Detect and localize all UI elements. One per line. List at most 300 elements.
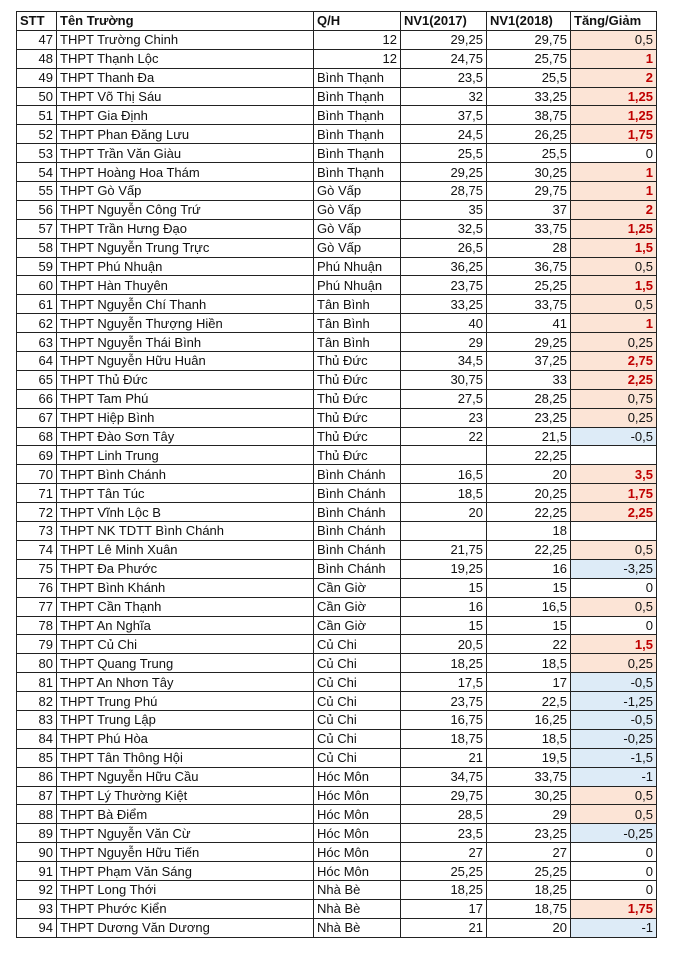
district-cell: Tân Bình (314, 295, 401, 314)
district-cell: Bình Chánh (314, 522, 401, 541)
nv1-2017-cell: 24,75 (401, 49, 487, 68)
district-cell: Hóc Môn (314, 862, 401, 881)
stt-cell: 93 (17, 899, 57, 918)
nv1-2017-cell (401, 522, 487, 541)
district-cell: Củ Chi (314, 710, 401, 729)
nv1-2018-cell: 36,75 (487, 257, 571, 276)
change-cell: -0,5 (571, 673, 657, 692)
district-cell: Hóc Môn (314, 767, 401, 786)
nv1-2017-cell: 34,5 (401, 352, 487, 371)
district-cell: Bình Chánh (314, 540, 401, 559)
change-cell: 1,5 (571, 238, 657, 257)
stt-cell: 59 (17, 257, 57, 276)
school-name-cell: THPT Nguyễn Hữu Tiến (57, 843, 314, 862)
district-cell: Thủ Đức (314, 389, 401, 408)
stt-cell: 52 (17, 125, 57, 144)
school-name-cell: THPT Đa Phước (57, 559, 314, 578)
district-cell: Bình Chánh (314, 559, 401, 578)
table-row (17, 559, 657, 578)
stt-cell: 71 (17, 484, 57, 503)
change-cell: 2 (571, 200, 657, 219)
change-cell: 0,5 (571, 786, 657, 805)
stt-cell: 50 (17, 87, 57, 106)
change-cell: 0 (571, 616, 657, 635)
nv1-2017-cell: 27 (401, 843, 487, 862)
nv1-2018-cell: 17 (487, 673, 571, 692)
nv1-2018-cell: 25,25 (487, 276, 571, 295)
change-cell: 1,75 (571, 125, 657, 144)
school-name-cell: THPT Trung Phú (57, 692, 314, 711)
table-row (17, 465, 657, 484)
nv1-2018-cell: 18,5 (487, 654, 571, 673)
table-row (17, 578, 657, 597)
table-row (17, 786, 657, 805)
nv1-2018-cell: 29,75 (487, 182, 571, 201)
table-row (17, 824, 657, 843)
district-cell: Cần Giờ (314, 578, 401, 597)
table-row (17, 144, 657, 163)
nv1-2017-cell: 15 (401, 578, 487, 597)
district-cell: Tân Bình (314, 333, 401, 352)
school-name-cell: THPT Linh Trung (57, 446, 314, 465)
district-cell: Bình Chánh (314, 503, 401, 522)
table-row (17, 446, 657, 465)
table-row (17, 710, 657, 729)
school-name-cell: THPT Phạm Văn Sáng (57, 862, 314, 881)
school-name-cell: THPT Nguyễn Hữu Huân (57, 352, 314, 371)
nv1-2017-cell: 21,75 (401, 540, 487, 559)
school-name-cell: THPT Bình Khánh (57, 578, 314, 597)
change-cell: -1,5 (571, 748, 657, 767)
nv1-2017-cell: 23 (401, 408, 487, 427)
nv1-2018-cell: 16,25 (487, 710, 571, 729)
stt-cell: 81 (17, 673, 57, 692)
school-name-cell: THPT An Nhơn Tây (57, 673, 314, 692)
stt-cell: 82 (17, 692, 57, 711)
district-cell: Bình Thạnh (314, 144, 401, 163)
change-cell: 1,5 (571, 276, 657, 295)
change-cell: 0,5 (571, 257, 657, 276)
table-row (17, 729, 657, 748)
district-cell: Củ Chi (314, 673, 401, 692)
nv1-2018-cell: 41 (487, 314, 571, 333)
header-nv1-2017: NV1(2017) (401, 12, 487, 31)
district-cell: Thủ Đức (314, 352, 401, 371)
school-name-cell: THPT Tam Phú (57, 389, 314, 408)
stt-cell: 92 (17, 880, 57, 899)
nv1-2017-cell: 32 (401, 87, 487, 106)
stt-cell: 61 (17, 295, 57, 314)
school-name-cell: THPT Trần Văn Giàu (57, 144, 314, 163)
change-cell: 1,75 (571, 899, 657, 918)
district-cell: Gò Vấp (314, 200, 401, 219)
school-name-cell: THPT Nguyễn Công Trứ (57, 200, 314, 219)
stt-cell: 51 (17, 106, 57, 125)
table-row (17, 748, 657, 767)
table-row (17, 522, 657, 541)
school-name-cell: THPT Củ Chi (57, 635, 314, 654)
change-cell: 1 (571, 314, 657, 333)
district-cell: Củ Chi (314, 654, 401, 673)
change-cell: 0,5 (571, 295, 657, 314)
nv1-2018-cell: 37 (487, 200, 571, 219)
stt-cell: 90 (17, 843, 57, 862)
nv1-2018-cell: 22,25 (487, 503, 571, 522)
district-cell: Tân Bình (314, 314, 401, 333)
header-district: Q/H (314, 12, 401, 31)
nv1-2017-cell: 29,25 (401, 163, 487, 182)
stt-cell: 55 (17, 182, 57, 201)
nv1-2017-cell: 16,75 (401, 710, 487, 729)
stt-cell: 65 (17, 370, 57, 389)
nv1-2018-cell: 29,25 (487, 333, 571, 352)
table-row (17, 635, 657, 654)
nv1-2017-cell: 23,5 (401, 824, 487, 843)
nv1-2018-cell: 33,75 (487, 767, 571, 786)
stt-cell: 47 (17, 30, 57, 49)
district-cell: Thủ Đức (314, 370, 401, 389)
table-row (17, 30, 657, 49)
change-cell: 2,25 (571, 370, 657, 389)
change-cell: 0 (571, 843, 657, 862)
nv1-2018-cell: 20 (487, 918, 571, 937)
table-row (17, 805, 657, 824)
change-cell: 0,5 (571, 540, 657, 559)
nv1-2018-cell: 20 (487, 465, 571, 484)
table-row (17, 87, 657, 106)
school-name-cell: THPT Dương Văn Dương (57, 918, 314, 937)
school-name-cell: THPT Nguyễn Văn Cừ (57, 824, 314, 843)
district-cell: Phú Nhuận (314, 257, 401, 276)
school-name-cell: THPT Bà Điểm (57, 805, 314, 824)
district-cell: Bình Thạnh (314, 87, 401, 106)
district-cell: Bình Thạnh (314, 163, 401, 182)
nv1-2018-cell: 16,5 (487, 597, 571, 616)
school-name-cell: THPT Phước Kiển (57, 899, 314, 918)
table-row (17, 370, 657, 389)
nv1-2017-cell: 34,75 (401, 767, 487, 786)
school-name-cell: THPT Nguyễn Hữu Cầu (57, 767, 314, 786)
nv1-2018-cell: 18,25 (487, 880, 571, 899)
stt-cell: 57 (17, 219, 57, 238)
table-row (17, 238, 657, 257)
district-cell: Gò Vấp (314, 182, 401, 201)
district-cell: Thủ Đức (314, 408, 401, 427)
nv1-2018-cell: 27 (487, 843, 571, 862)
nv1-2018-cell: 33,75 (487, 295, 571, 314)
nv1-2017-cell: 37,5 (401, 106, 487, 125)
school-name-cell: THPT Nguyễn Chí Thanh (57, 295, 314, 314)
change-cell: 0 (571, 880, 657, 899)
district-cell: Hóc Môn (314, 786, 401, 805)
school-name-cell: THPT Thanh Đa (57, 68, 314, 87)
stt-cell: 76 (17, 578, 57, 597)
school-name-cell: THPT Hàn Thuyên (57, 276, 314, 295)
nv1-2017-cell: 22 (401, 427, 487, 446)
district-cell: Hóc Môn (314, 843, 401, 862)
district-cell: Hóc Môn (314, 824, 401, 843)
district-cell: Bình Thạnh (314, 106, 401, 125)
change-cell (571, 446, 657, 465)
school-name-cell: THPT Quang Trung (57, 654, 314, 673)
school-name-cell: THPT Đào Sơn Tây (57, 427, 314, 446)
nv1-2017-cell: 23,75 (401, 692, 487, 711)
table-row (17, 673, 657, 692)
district-cell: Phú Nhuận (314, 276, 401, 295)
stt-cell: 78 (17, 616, 57, 635)
nv1-2018-cell: 26,25 (487, 125, 571, 144)
nv1-2017-cell: 23,75 (401, 276, 487, 295)
table-row (17, 125, 657, 144)
nv1-2017-cell: 19,25 (401, 559, 487, 578)
nv1-2017-cell: 29 (401, 333, 487, 352)
nv1-2018-cell: 15 (487, 578, 571, 597)
change-cell: 0 (571, 144, 657, 163)
nv1-2018-cell: 22,25 (487, 446, 571, 465)
stt-cell: 94 (17, 918, 57, 937)
school-name-cell: THPT Thủ Đức (57, 370, 314, 389)
district-cell: Bình Thạnh (314, 125, 401, 144)
nv1-2018-cell: 19,5 (487, 748, 571, 767)
district-cell: Gò Vấp (314, 219, 401, 238)
stt-cell: 66 (17, 389, 57, 408)
stt-cell: 67 (17, 408, 57, 427)
table-row (17, 503, 657, 522)
nv1-2017-cell: 24,5 (401, 125, 487, 144)
nv1-2018-cell: 18 (487, 522, 571, 541)
district-cell: Thủ Đức (314, 427, 401, 446)
district-cell: Nhà Bè (314, 880, 401, 899)
district-cell: Nhà Bè (314, 918, 401, 937)
nv1-2018-cell: 29,75 (487, 30, 571, 49)
nv1-2018-cell: 33 (487, 370, 571, 389)
nv1-2018-cell: 23,25 (487, 824, 571, 843)
district-cell: Gò Vấp (314, 238, 401, 257)
change-cell: 1,75 (571, 484, 657, 503)
table-row (17, 540, 657, 559)
stt-cell: 73 (17, 522, 57, 541)
table-row (17, 880, 657, 899)
nv1-2017-cell: 21 (401, 748, 487, 767)
header-row (17, 12, 657, 31)
change-cell: 1,5 (571, 635, 657, 654)
table-row (17, 767, 657, 786)
school-name-cell: THPT Phú Hòa (57, 729, 314, 748)
change-cell (571, 522, 657, 541)
nv1-2018-cell: 25,5 (487, 144, 571, 163)
district-cell: Củ Chi (314, 635, 401, 654)
change-cell: 0,5 (571, 805, 657, 824)
change-cell: 0,75 (571, 389, 657, 408)
nv1-2017-cell: 33,25 (401, 295, 487, 314)
district-cell: Bình Chánh (314, 484, 401, 503)
nv1-2018-cell: 30,25 (487, 786, 571, 805)
stt-cell: 68 (17, 427, 57, 446)
nv1-2018-cell: 28,25 (487, 389, 571, 408)
change-cell: 0,5 (571, 597, 657, 616)
district-cell: Cần Giờ (314, 597, 401, 616)
stt-cell: 88 (17, 805, 57, 824)
change-cell: 0 (571, 862, 657, 881)
nv1-2017-cell: 35 (401, 200, 487, 219)
school-name-cell: THPT Trần Hưng Đạo (57, 219, 314, 238)
change-cell: 0,5 (571, 30, 657, 49)
nv1-2018-cell: 18,75 (487, 899, 571, 918)
table-row (17, 484, 657, 503)
nv1-2018-cell: 37,25 (487, 352, 571, 371)
stt-cell: 58 (17, 238, 57, 257)
table-row (17, 862, 657, 881)
change-cell: -1,25 (571, 692, 657, 711)
table-row (17, 427, 657, 446)
school-name-cell: THPT Tân Túc (57, 484, 314, 503)
table-row (17, 182, 657, 201)
school-name-cell: THPT Nguyễn Trung Trực (57, 238, 314, 257)
stt-cell: 86 (17, 767, 57, 786)
nv1-2018-cell: 25,75 (487, 49, 571, 68)
school-name-cell: THPT NK TDTT Bình Chánh (57, 522, 314, 541)
change-cell: -3,25 (571, 559, 657, 578)
school-name-cell: THPT Nguyễn Thái Bình (57, 333, 314, 352)
header-change: Tăng/Giảm (571, 12, 657, 31)
stt-cell: 74 (17, 540, 57, 559)
table-row (17, 899, 657, 918)
change-cell: 3,5 (571, 465, 657, 484)
stt-cell: 49 (17, 68, 57, 87)
nv1-2017-cell: 28,5 (401, 805, 487, 824)
district-cell: Cần Giờ (314, 616, 401, 635)
stt-cell: 62 (17, 314, 57, 333)
district-cell: Bình Thạnh (314, 68, 401, 87)
change-cell: 1 (571, 182, 657, 201)
change-cell: -0,25 (571, 729, 657, 748)
table-row (17, 389, 657, 408)
district-cell: Củ Chi (314, 748, 401, 767)
stt-cell: 85 (17, 748, 57, 767)
nv1-2017-cell: 20,5 (401, 635, 487, 654)
stt-cell: 72 (17, 503, 57, 522)
table-row (17, 314, 657, 333)
nv1-2018-cell: 33,25 (487, 87, 571, 106)
district-cell: 12 (314, 30, 401, 49)
district-cell: 12 (314, 49, 401, 68)
change-cell: 0,25 (571, 408, 657, 427)
header-nv1-2018: NV1(2018) (487, 12, 571, 31)
nv1-2018-cell: 18,5 (487, 729, 571, 748)
change-cell: 0,25 (571, 333, 657, 352)
stt-cell: 54 (17, 163, 57, 182)
nv1-2018-cell: 25,25 (487, 862, 571, 881)
nv1-2018-cell: 21,5 (487, 427, 571, 446)
stt-cell: 48 (17, 49, 57, 68)
stt-cell: 79 (17, 635, 57, 654)
nv1-2017-cell: 32,5 (401, 219, 487, 238)
stt-cell: 84 (17, 729, 57, 748)
table-row (17, 106, 657, 125)
nv1-2017-cell: 28,75 (401, 182, 487, 201)
school-name-cell: THPT Hiệp Bình (57, 408, 314, 427)
change-cell: 1,25 (571, 87, 657, 106)
change-cell: 0 (571, 578, 657, 597)
school-name-cell: THPT Lý Thường Kiệt (57, 786, 314, 805)
nv1-2017-cell: 36,25 (401, 257, 487, 276)
nv1-2018-cell: 29 (487, 805, 571, 824)
stt-cell: 91 (17, 862, 57, 881)
change-cell: -0,5 (571, 427, 657, 446)
nv1-2017-cell: 30,75 (401, 370, 487, 389)
table-row (17, 616, 657, 635)
nv1-2017-cell: 29,75 (401, 786, 487, 805)
stt-cell: 70 (17, 465, 57, 484)
nv1-2017-cell: 26,5 (401, 238, 487, 257)
change-cell: 1 (571, 49, 657, 68)
district-cell: Củ Chi (314, 692, 401, 711)
school-name-cell: THPT Cần Thạnh (57, 597, 314, 616)
nv1-2017-cell: 18,75 (401, 729, 487, 748)
table-row (17, 333, 657, 352)
table-row (17, 692, 657, 711)
stt-cell: 80 (17, 654, 57, 673)
stt-cell: 64 (17, 352, 57, 371)
change-cell: -0,5 (571, 710, 657, 729)
nv1-2018-cell: 28 (487, 238, 571, 257)
nv1-2018-cell: 25,5 (487, 68, 571, 87)
stt-cell: 89 (17, 824, 57, 843)
nv1-2017-cell: 25,5 (401, 144, 487, 163)
school-name-cell: THPT Phú Nhuận (57, 257, 314, 276)
nv1-2017-cell: 20 (401, 503, 487, 522)
nv1-2017-cell: 17 (401, 899, 487, 918)
table-row (17, 49, 657, 68)
table-row (17, 295, 657, 314)
nv1-2018-cell: 30,25 (487, 163, 571, 182)
nv1-2018-cell: 22,25 (487, 540, 571, 559)
district-cell: Bình Chánh (314, 465, 401, 484)
school-name-cell: THPT Hoàng Hoa Thám (57, 163, 314, 182)
district-cell: Hóc Môn (314, 805, 401, 824)
nv1-2017-cell: 18,5 (401, 484, 487, 503)
school-name-cell: THPT Nguyễn Thượng Hiền (57, 314, 314, 333)
change-cell: 0,25 (571, 654, 657, 673)
table-row (17, 219, 657, 238)
change-cell: 2 (571, 68, 657, 87)
nv1-2017-cell: 18,25 (401, 654, 487, 673)
table-row (17, 352, 657, 371)
nv1-2018-cell: 22 (487, 635, 571, 654)
stt-cell: 63 (17, 333, 57, 352)
change-cell: 1 (571, 163, 657, 182)
nv1-2017-cell: 25,25 (401, 862, 487, 881)
school-name-cell: THPT Trường Chinh (57, 30, 314, 49)
school-name-cell: THPT Thạnh Lộc (57, 49, 314, 68)
table-row (17, 843, 657, 862)
nv1-2017-cell: 15 (401, 616, 487, 635)
nv1-2018-cell: 38,75 (487, 106, 571, 125)
header-school-name: Tên Trường (57, 12, 314, 31)
district-cell: Thủ Đức (314, 446, 401, 465)
nv1-2017-cell: 40 (401, 314, 487, 333)
school-name-cell: THPT Lê Minh Xuân (57, 540, 314, 559)
school-name-cell: THPT Gò Vấp (57, 182, 314, 201)
school-name-cell: THPT Bình Chánh (57, 465, 314, 484)
table-row (17, 276, 657, 295)
school-name-cell: THPT Trung Lập (57, 710, 314, 729)
table-row (17, 68, 657, 87)
stt-cell: 56 (17, 200, 57, 219)
nv1-2017-cell: 29,25 (401, 30, 487, 49)
district-cell: Nhà Bè (314, 899, 401, 918)
change-cell: 1,25 (571, 219, 657, 238)
